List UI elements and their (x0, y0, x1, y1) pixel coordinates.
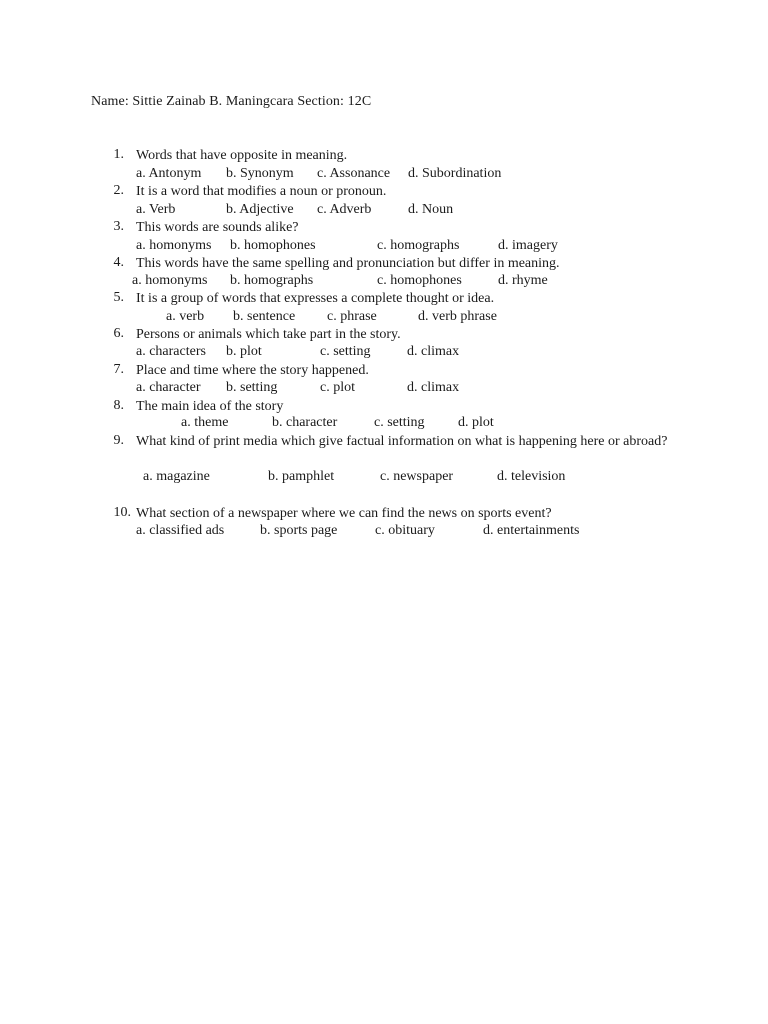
question-number: 6. (113, 326, 124, 341)
option-a: a. verb (166, 309, 205, 324)
option-d: d. Noun (408, 202, 454, 217)
option-b: b. character (272, 415, 338, 430)
option-a: a. classified ads (136, 523, 225, 538)
student-header: Name: Sittie Zainab B. Maningcara Section: 12C (91, 94, 372, 109)
option-d: d. television (497, 469, 566, 484)
option-a: a. homonyms (136, 238, 212, 253)
option-c: c. Adverb (317, 202, 372, 217)
option-a: a. characters (136, 344, 206, 359)
option-d: d. climax (407, 380, 460, 395)
option-a: a. character (136, 380, 201, 395)
option-c: c. plot (320, 380, 355, 395)
option-a: a. theme (181, 415, 229, 430)
question-number: 9. (113, 433, 124, 448)
question-number: 4. (113, 255, 124, 270)
option-d: d. plot (458, 415, 494, 430)
option-b: b. plot (226, 344, 262, 359)
option-b: b. homophones (230, 238, 316, 253)
option-a: a. magazine (143, 469, 210, 484)
option-c: c. setting (374, 415, 425, 430)
question-text: Words that have opposite in meaning. (136, 148, 348, 163)
question-number: 8. (113, 398, 124, 413)
option-b: b. Synonym (226, 166, 294, 181)
question-text: This words have the same spelling and pronunciation but differ in meaning. (136, 256, 560, 271)
option-b: b. Adjective (226, 202, 294, 217)
option-d: d. entertainments (483, 523, 580, 538)
option-c: c. homophones (377, 273, 462, 288)
option-d: d. imagery (498, 238, 558, 253)
question-number: 5. (113, 290, 124, 305)
question-number: 2. (113, 183, 124, 198)
option-d: d. Subordination (408, 166, 502, 181)
question-text: The main idea of the story (136, 399, 284, 414)
option-d: d. verb phrase (418, 309, 497, 324)
question-text: Persons or animals which take part in the story. (136, 327, 401, 342)
question-number: 1. (113, 147, 124, 162)
option-c: c. setting (320, 344, 371, 359)
option-a: a. Antonym (136, 166, 202, 181)
option-a: a. Verb (136, 202, 176, 217)
option-c: c. obituary (375, 523, 435, 538)
question-text: It is a group of words that expresses a complete thought or idea. (136, 291, 495, 306)
question-text: It is a word that modifies a noun or pronoun. (136, 184, 387, 199)
option-a: a. homonyms (132, 273, 208, 288)
option-c: c. homographs (377, 238, 460, 253)
question-text: What kind of print media which give factual information on what is happening here or abroad? (136, 434, 668, 449)
option-b: b. sentence (233, 309, 296, 324)
question-text: This words are sounds alike? (136, 220, 299, 235)
question-text: Place and time where the story happened. (136, 363, 369, 378)
option-c: c. Assonance (317, 166, 391, 181)
option-d: d. rhyme (498, 273, 548, 288)
option-c: c. newspaper (380, 469, 454, 484)
question-text: What section of a newspaper where we can find the news on sports event? (136, 506, 552, 521)
option-d: d. climax (407, 344, 460, 359)
option-b: b. homographs (230, 273, 314, 288)
question-number: 10. (113, 505, 131, 520)
option-b: b. sports page (260, 523, 338, 538)
option-c: c. phrase (327, 309, 377, 324)
question-number: 7. (113, 362, 124, 377)
question-number: 3. (113, 219, 124, 234)
option-b: b. pamphlet (268, 469, 335, 484)
option-b: b. setting (226, 380, 278, 395)
